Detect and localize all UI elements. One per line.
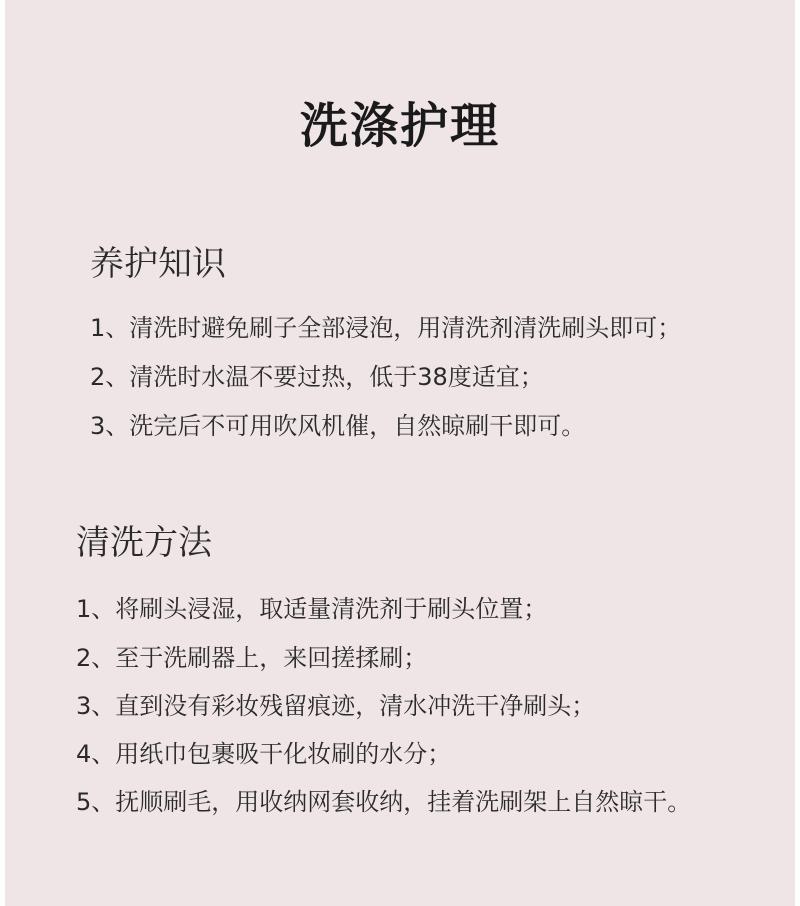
method-item-1: 1、将刷头浸湿，取适量清洗剂于刷头位置； [76, 595, 548, 623]
method-item-3: 3、直到没有彩妆残留痕迹，清水冲洗干净刷头； [76, 692, 596, 720]
method-item-5: 5、抚顺刷毛，用收纳网套收纳，挂着洗刷架上自然晾干。 [76, 788, 692, 816]
method-heading: 清洗方法 [76, 523, 212, 563]
care-item-2: 2、清洗时水温不要过热，低于38度适宜； [90, 363, 544, 391]
care-item-1: 1、清洗时避免刷子全部浸泡，用清洗剂清洗刷头即可； [90, 314, 682, 342]
care-heading: 养护知识 [90, 244, 226, 284]
method-item-2: 2、至于洗刷器上，来回搓揉刷； [76, 644, 428, 672]
page-title: 洗涤护理 [299, 98, 500, 154]
care-item-3: 3、洗完后不可用吹风机催，自然晾刷干即可。 [90, 412, 586, 440]
method-item-4: 4、用纸巾包裹吸干化妆刷的水分； [76, 740, 452, 768]
